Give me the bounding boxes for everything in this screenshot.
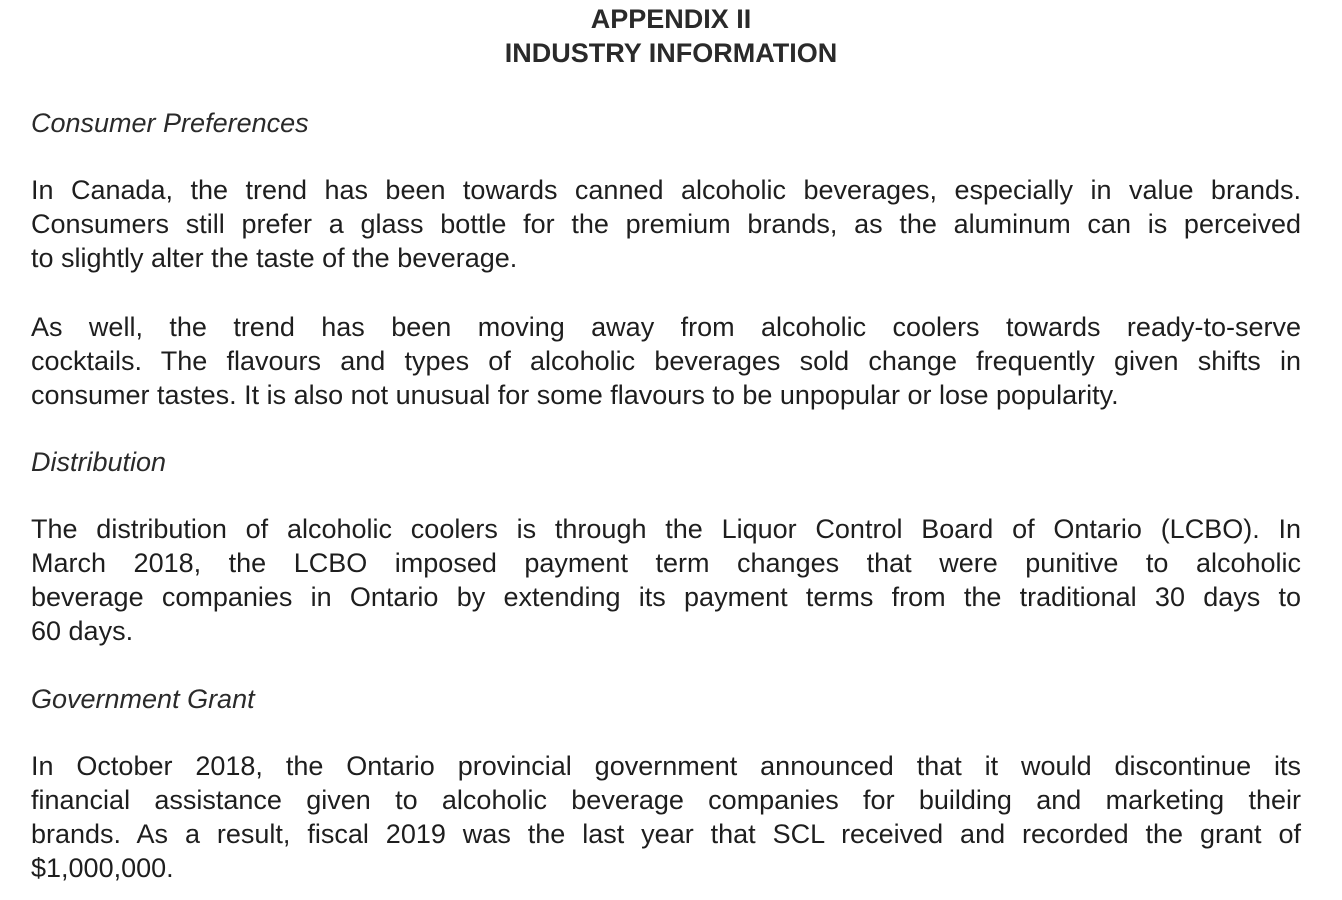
- appendix-title: APPENDIX II: [590, 4, 752, 34]
- paragraph-government-grant-1: [31, 749, 1301, 885]
- paragraph-line: In Canada, the trend has been towards canned alcoholic beverages, especially in value brands.: [31, 175, 1301, 205]
- paragraph-line: brands. As a result, fiscal 2019 was the last year that SCL received and recorded the grant of: [31, 819, 1301, 849]
- paragraph-line: financial assistance given to alcoholic beverage companies for building and marketing their: [31, 785, 1301, 815]
- paragraph-consumer-preferences-2: [31, 310, 1301, 412]
- section-heading-consumer-preferences: Consumer Preferences: [31, 108, 309, 138]
- paragraph-line: The distribution of alcoholic coolers is through the Liquor Control Board of Ontario (LCBO). In: [31, 514, 1301, 544]
- paragraph-line: March 2018, the LCBO imposed payment term changes that were punitive to alcoholic: [31, 548, 1301, 578]
- paragraph-distribution-1: [31, 512, 1301, 648]
- paragraph-line: Consumers still prefer a glass bottle for the premium brands, as the aluminum can is perceived: [31, 209, 1301, 239]
- paragraph-line: to slightly alter the taste of the beverage.: [31, 243, 518, 273]
- paragraph-consumer-preferences-1: [31, 173, 1301, 275]
- paragraph-line: In October 2018, the Ontario provincial government announced that it would discontinue its: [31, 751, 1301, 781]
- paragraph-line: beverage companies in Ontario by extending its payment terms from the traditional 30 days to: [31, 582, 1301, 612]
- paragraph-line: $1,000,000.: [31, 853, 174, 883]
- section-heading-distribution: Distribution: [31, 447, 167, 477]
- paragraph-line: As well, the trend has been moving away from alcoholic coolers towards ready-to-serve: [31, 312, 1301, 342]
- appendix-subtitle: INDUSTRY INFORMATION: [504, 38, 838, 68]
- section-heading-government-grant: Government Grant: [31, 684, 255, 714]
- paragraph-line: 60 days.: [31, 616, 134, 646]
- paragraph-line: cocktails. The flavours and types of alcoholic beverages sold change frequently given shifts in: [31, 346, 1301, 376]
- paragraph-line: consumer tastes. It is also not unusual for some flavours to be unpopular or lose popularity.: [31, 380, 1119, 410]
